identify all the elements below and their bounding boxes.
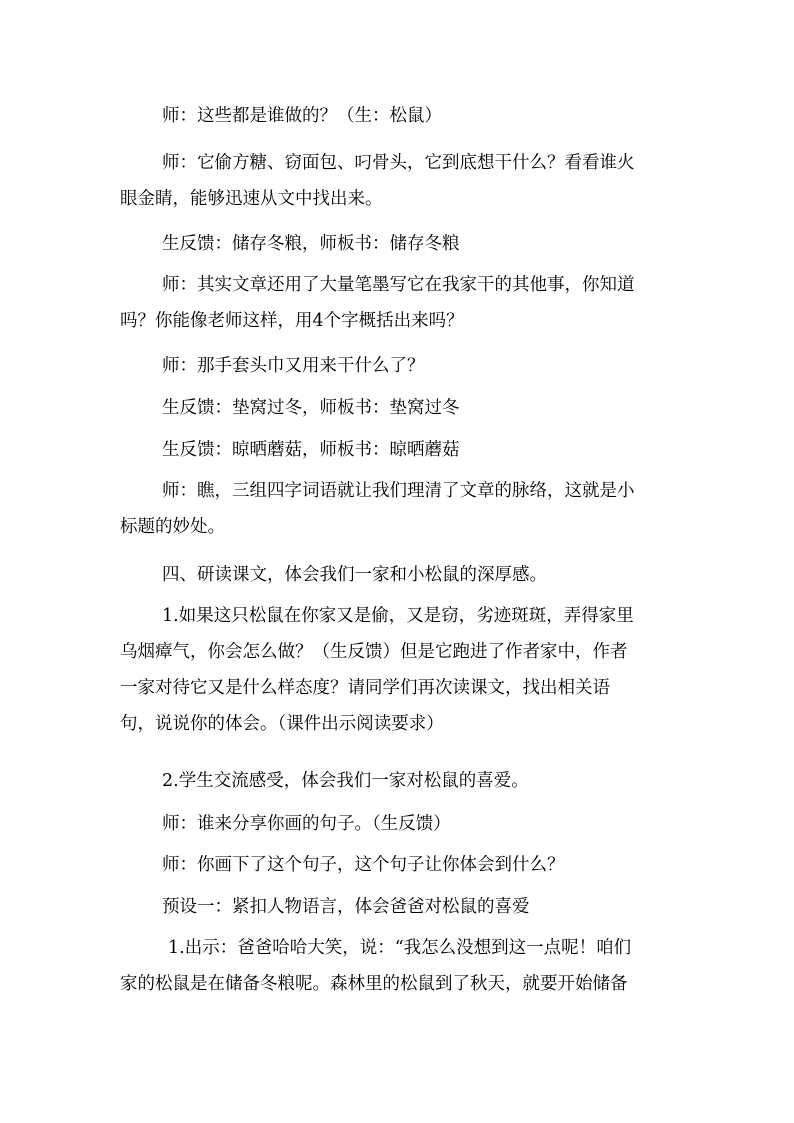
paragraph-6 <box>162 390 460 426</box>
paragraph-line: 1.如果这只松鼠在你家又是偷，又是窃，劣迹斑斑，弄得家里 <box>162 606 634 626</box>
paragraph-5 <box>162 348 425 384</box>
paragraph-line: 四、研读课文，体会我们一家和小松鼠的深厚感。 <box>162 565 547 585</box>
paragraph-12 <box>162 847 565 883</box>
paragraph-line: 师：它偷方糖、窃面包、叼骨头，它到底想干什么？看看谁火 <box>162 153 635 173</box>
paragraph-line: 师：那手套头巾又用来干什么了？ <box>162 356 425 376</box>
paragraph-8 <box>120 473 635 545</box>
paragraph-line: 师：其实文章还用了大量笔墨写它在我家干的其他事，你知道 <box>162 275 635 295</box>
paragraph-line: 吗？你能像老师这样，用4个字概括出来吗？ <box>120 311 464 331</box>
paragraph-line: 一家对待它又是什么样态度？请同学们再次读课文，找出相关语 <box>120 678 610 698</box>
paragraph-line: 2.学生交流感受，体会我们一家对松鼠的喜爱。 <box>162 771 529 791</box>
paragraph-line: 家的松鼠是在储备冬粮呢。森林里的松鼠到了秋天，就要开始储备 <box>120 974 628 994</box>
paragraph-line: 生反馈：晾晒蘑菇，师板书：晾晒蘑菇 <box>162 440 460 460</box>
paragraph-3 <box>162 226 460 262</box>
paragraph-line: 1.出示：爸爸哈哈大笑，说：“我怎么没想到这一点呢！咱们 <box>168 938 632 958</box>
paragraph-line: 师：谁来分享你画的句子。（生反馈） <box>162 814 451 834</box>
paragraph-2 <box>120 145 635 217</box>
paragraph-line: 句，说说你的体会。（课件出示阅读要求） <box>120 714 444 734</box>
paragraph-line: 师：这些都是谁做的？（生：松鼠） <box>162 106 442 126</box>
paragraph-7 <box>162 432 460 468</box>
paragraph-14 <box>120 930 632 1002</box>
paragraph-1 <box>162 98 442 134</box>
section-heading <box>162 557 547 593</box>
paragraph-9 <box>120 598 634 742</box>
paragraph-line: 乌烟瘴气，你会怎么做？（生反馈）但是它跑进了作者家中，作者 <box>120 642 628 662</box>
paragraph-line: 生反馈：储存冬粮，师板书：储存冬粮 <box>162 234 460 254</box>
paragraph-line: 生反馈：垫窝过冬，师板书：垫窝过冬 <box>162 398 460 418</box>
paragraph-line: 标题的妙处。 <box>120 517 225 537</box>
paragraph-4 <box>120 267 635 339</box>
paragraph-11 <box>162 806 451 842</box>
paragraph-13 <box>162 889 530 925</box>
paragraph-line: 师：瞧，三组四字词语就让我们理清了文章的脉络，这就是小 <box>162 481 635 501</box>
paragraph-line: 眼金睛，能够迅速从文中找出来。 <box>120 189 383 209</box>
paragraph-line: 预设一：紧扣人物语言，体会爸爸对松鼠的喜爱 <box>162 897 530 917</box>
paragraph-10 <box>162 763 529 799</box>
paragraph-line: 师：你画下了这个句子，这个句子让你体会到什么？ <box>162 855 565 875</box>
